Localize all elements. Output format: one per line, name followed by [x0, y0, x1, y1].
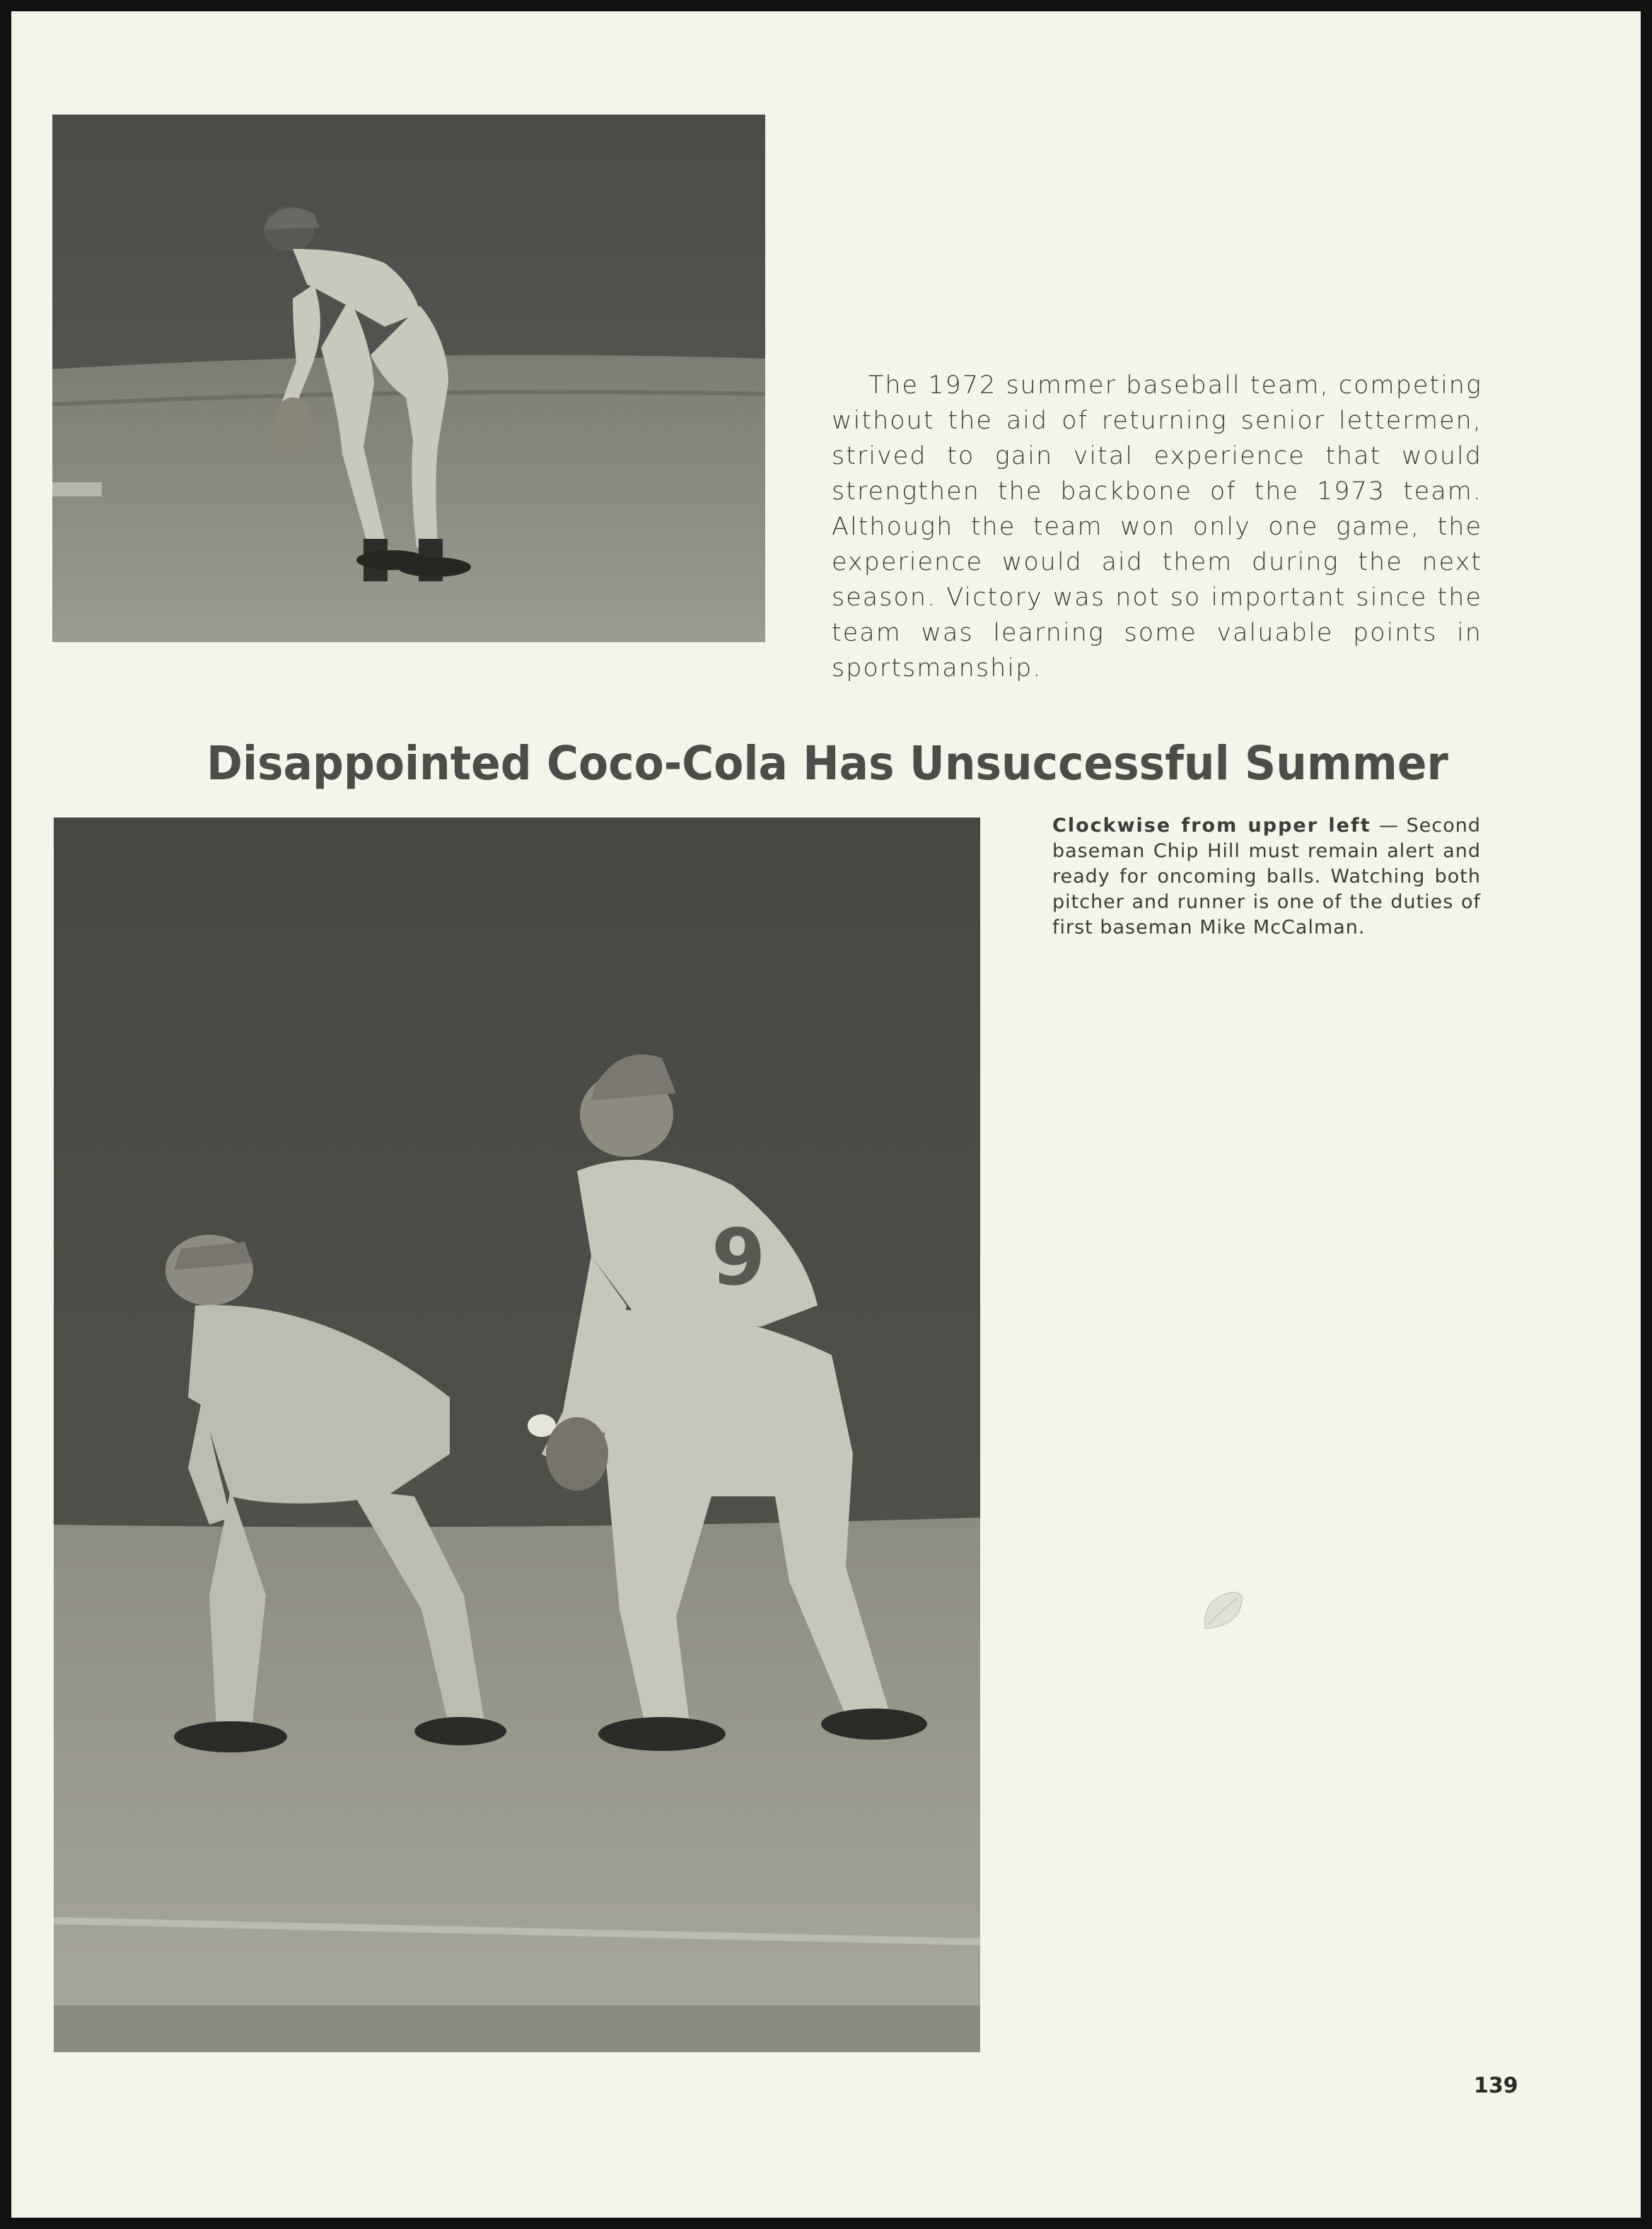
- photo-second-baseman: [52, 115, 765, 642]
- page-number: 139: [1474, 2073, 1518, 2098]
- caption-body: Second baseman Chip Hill must remain alert and ready for oncoming balls. Watching both pitcher and runner is one of the duties of first baseman Mike McCalman.: [1052, 815, 1481, 938]
- svg-text:9: 9: [711, 1212, 766, 1303]
- photo-first-baseman-and-runner: [54, 817, 980, 2052]
- page-title: Disappointed Coco-Cola Has Unsuccessful Summer: [206, 736, 1448, 791]
- leaf-icon: [1199, 1587, 1246, 1634]
- photo-caption: [1052, 813, 1481, 941]
- caption-lead: Clockwise from upper left: [1052, 815, 1371, 837]
- intro-paragraph: The 1972 summer baseball team, competing without the aid of returning senior lettermen, strived to gain vital experience that would strengthen the backbone of the 1973 team. Although the team won only one game, the experience would aid them during the next season. Victory was not so important since the team was learning some valuable points in sportsmanship.: [832, 371, 1482, 682]
- caption-dash: —: [1371, 815, 1407, 837]
